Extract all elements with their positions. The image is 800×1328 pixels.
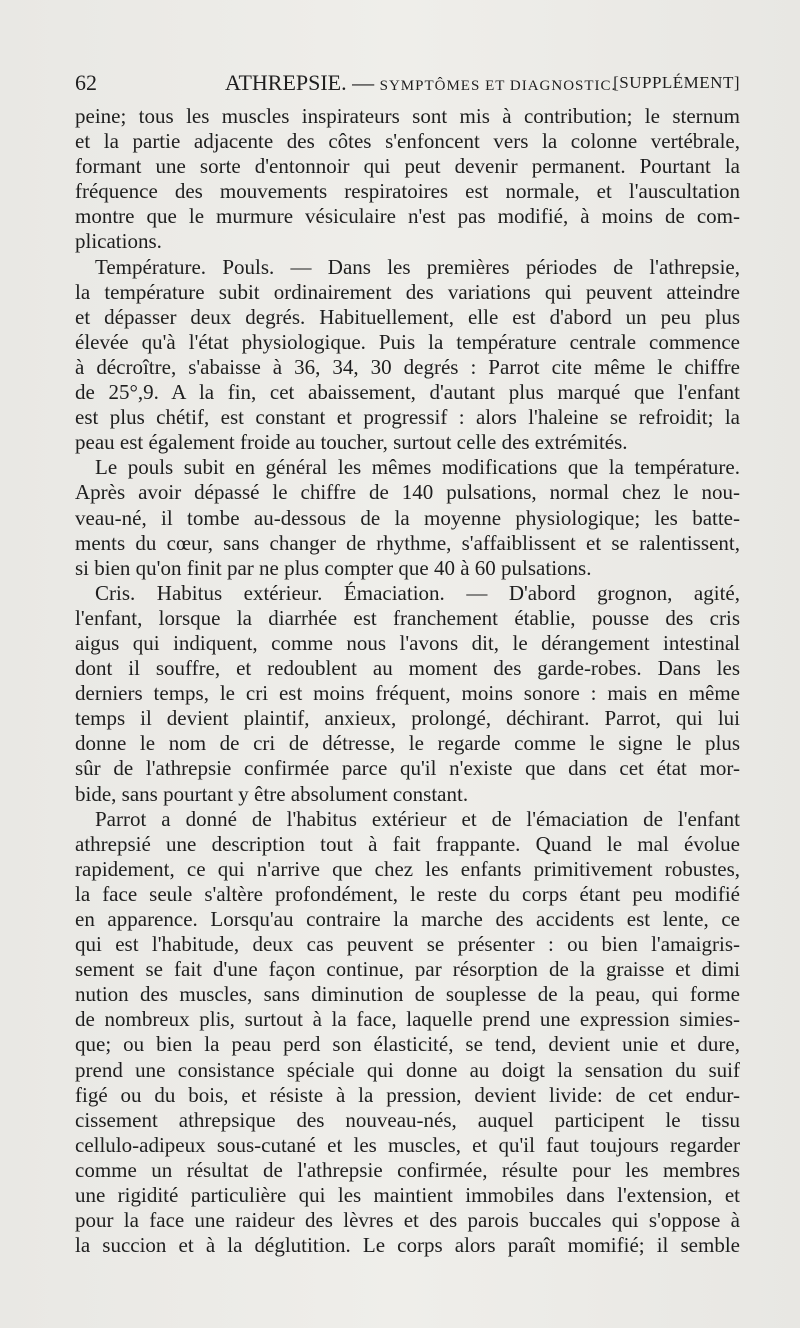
text-line: Cris. Habitus extérieur. Émaciation. — D'abord grognon, agité, [95,580,740,605]
text-line: cellulo-adipeux sous-cutané et les muscles, et qu'il faut toujours regarder [75,1132,740,1157]
text-line: Le pouls subit en général les mêmes modifications que la température. [95,455,740,480]
text-line: ments du cœur, sans changer de rhythme, s'affaiblissent et se ralentissent, [75,530,740,555]
text-line: montre que le murmure vésiculaire n'est pas modifié, à moins de com- [75,204,740,229]
text-line: peine; tous les muscles inspirateurs sont mis à contribution; le sternum [75,104,740,128]
page-body [75,104,740,1258]
running-title [225,68,616,101]
text-line: la succion et à la déglutition. Le corps alors paraît momifié; il semble [75,1233,740,1258]
text-line: donne le nom de cri de détresse, le regarde comme le signe le plus [75,731,740,756]
text-line: peau est également froide au toucher, surtout celle des extrémités. [75,430,628,455]
text-line: que; ou bien la peau perd son élasticité, se tend, devient unie et dure, [75,1032,740,1057]
text-line: une rigidité particulière qui les maintient immobiles dans l'extension, et [75,1183,740,1208]
text-line: figé ou du bois, et résiste à la pression, devient livide: de cet endur- [75,1082,740,1107]
text-line: est plus chétif, est constant et progressif : alors l'haleine se refroidit; la [75,405,740,430]
text-line: temps il devient plaintif, anxieux, prolongé, déchirant. Parrot, qui lui [75,706,740,731]
text-line: cissement athrepsique des nouveau-nés, auquel participent le tissu [75,1107,740,1132]
text-line: élevée qu'à l'état physiologique. Puis la température centrale commence [75,329,740,354]
text-line: de 25°,9. A la fin, cet abaissement, d'autant plus marqué que l'enfant [75,380,740,405]
text-line: sement se fait d'une façon continue, par résorption de la graisse et dimi [75,957,740,982]
text-line: l'enfant, lorsque la diarrhée est franchement établie, pousse des cris [75,605,740,630]
text-line: formant une sorte d'entonnoir qui peut devenir permanent. Pourtant la [75,154,740,179]
text-line: à décroître, s'abaisse à 36, 34, 30 degrés : Parrot cite même le chiffre [75,354,740,379]
text-line: pour la face une raideur des lèvres et des parois buccales qui s'oppose à [75,1208,740,1233]
text-line: et la partie adjacente des côtes s'enfoncent vers la colonne vertébrale, [75,129,740,154]
header-section: [SUPPLÉMENT] [613,73,740,92]
text-line: dont il souffre, et redoublent au moment des garde-robes. Dans les [75,656,740,681]
text-line: bide, sans pourtant y être absolument constant. [75,781,469,806]
text-line: de nombreux plis, surtout à la face, laquelle prend une expression simies- [75,1007,740,1032]
text-line: Après avoir dépassé le chiffre de 140 pulsations, normal chez le nou- [75,480,740,505]
header-title: ATHREPSIE. [225,70,347,95]
text-line: rapidement, ce qui n'arrive que chez les enfants primitivement robustes, [75,856,740,881]
header-separator: — [346,70,380,95]
text-line: prend une consistance spéciale qui donne au doigt la sensation du suif [75,1057,740,1082]
text-line: la température subit ordinairement des variations qui peuvent atteindre [75,279,740,304]
page-number: 62 [75,70,97,95]
text-line: sûr de l'athrepsie confirmée parce qu'il n'existe que dans cet état mor- [75,756,740,781]
text-line: veau-né, il tombe au-dessous de la moyenne physiologique; les batte- [75,505,740,530]
text-line: Température. Pouls. — Dans les premières périodes de l'athrepsie, [95,254,740,279]
running-header [75,68,740,98]
header-subtitle: SYMPTÔMES ET DIAGNOSTIC. [379,78,617,94]
text-line: en apparence. Lorsqu'au contraire la marche des accidents est lente, ce [75,907,740,931]
text-line: Parrot a donné de l'habitus extérieur et de l'émaciation de l'enfant [95,806,740,831]
text-line: aigus qui indiquent, comme nous l'avons dit, le dérangement intestinal [75,630,740,655]
text-line: derniers temps, le cri est moins fréquent, moins sonore : mais en même [75,681,740,706]
text-line: et dépasser deux degrés. Habituellement, elle est d'abord un peu plus [75,304,740,329]
text-line: fréquence des mouvements respiratoires est normale, et l'auscultation [75,179,740,204]
text-line: si bien qu'on finit par ne plus compter que 40 à 60 pulsations. [75,555,592,580]
text-line: nution des muscles, sans diminution de souplesse de la peau, qui forme [75,982,740,1007]
text-line: athrepsié une description tout à fait frappante. Quand le mal évolue [75,831,740,856]
text-line: comme un résultat de l'athrepsie confirmée, résulte pour les membres [75,1157,740,1182]
text-line: plications. [75,229,162,254]
text-line: la face seule s'altère profondément, le reste du corps étant peu modifié [75,881,740,906]
text-line: qui est l'habitude, deux cas peuvent se présenter : ou bien l'amaigris- [75,932,740,957]
